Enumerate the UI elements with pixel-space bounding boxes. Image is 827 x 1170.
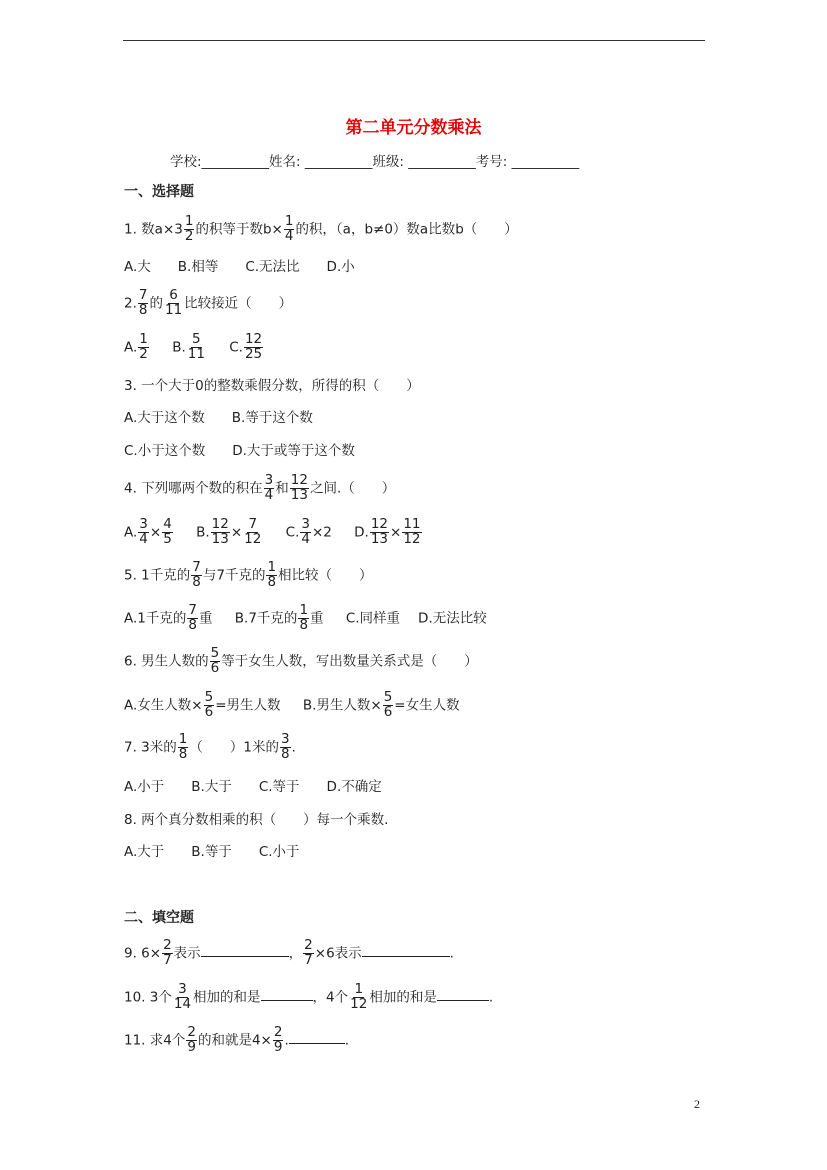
question-5-options: A.1千克的 $\frac{7}{8}$ 重 B.7千克的 $\frac{1}{8}$ 重 C.同样重 D.无法比较 bbox=[124, 602, 487, 633]
fraction-denominator: 7 bbox=[304, 951, 313, 968]
fraction bbox=[164, 289, 183, 318]
fraction-numerator: 5 bbox=[383, 689, 393, 705]
fraction-numerator: 5 bbox=[210, 645, 220, 661]
fraction-denominator: 9 bbox=[273, 1038, 283, 1055]
fraction bbox=[290, 474, 309, 503]
fraction-denominator: 12 bbox=[350, 995, 368, 1012]
fraction-numerator: 12 bbox=[211, 516, 229, 532]
fraction-numerator: 6 bbox=[169, 287, 178, 303]
fraction-numerator: 12 bbox=[244, 331, 263, 347]
fraction bbox=[138, 333, 149, 362]
answer-blank bbox=[362, 944, 450, 957]
question-2: 2. $\frac{7}{8}$ 的 $\frac{6}{11}$ 比较接近（ ） bbox=[124, 287, 293, 318]
fraction-numerator: 1 bbox=[184, 213, 194, 229]
fraction-numerator: 3 bbox=[178, 981, 187, 997]
fraction-numerator: 1 bbox=[284, 213, 294, 229]
fraction bbox=[204, 691, 215, 720]
section-heading-fill: 二、填空题 bbox=[124, 910, 194, 926]
fraction-numerator: 3 bbox=[139, 516, 148, 532]
fraction bbox=[298, 604, 309, 633]
fraction bbox=[370, 518, 389, 547]
fraction-numerator: 2 bbox=[163, 937, 172, 953]
fraction-numerator: 7 bbox=[192, 559, 201, 575]
fraction-denominator: 8 bbox=[267, 573, 277, 590]
fraction-numerator: 2 bbox=[187, 1024, 196, 1040]
page-number: 2 bbox=[694, 1097, 700, 1111]
fraction bbox=[162, 518, 173, 547]
page-title: 第二单元分数乘法 bbox=[345, 118, 482, 138]
answer-blank bbox=[437, 988, 489, 1001]
fraction-denominator: 5 bbox=[163, 530, 172, 547]
question-2-options: A. $\frac{1}{2}$ B. $\frac{5}{11}$ C. $\frac{12}{25}$ bbox=[124, 331, 263, 362]
fraction bbox=[186, 1026, 197, 1055]
fraction bbox=[284, 215, 295, 244]
question-5: 5. 1千克的 $\frac{7}{8}$ 与7千克的 $\frac{1}{8}$ 相比较（ ） bbox=[124, 559, 373, 590]
fraction bbox=[187, 333, 206, 362]
answer-blank bbox=[261, 988, 313, 1001]
question-4: 4. 下列哪两个数的积在 $\frac{3}{4}$ 和 $\frac{12}{13}$ 之间.（ ） bbox=[124, 472, 396, 503]
fraction-denominator: 7 bbox=[163, 951, 172, 968]
fraction-numerator: 3 bbox=[264, 472, 274, 488]
answer-blank bbox=[289, 1031, 345, 1044]
fraction-denominator: 8 bbox=[178, 745, 188, 762]
student-info-line: 学校:__________姓名: __________班级: __________考号: __________ bbox=[170, 154, 580, 170]
fraction bbox=[383, 691, 394, 720]
fraction bbox=[191, 561, 202, 590]
question-1-options: A.大 B.相等 C.无法比 D.小 bbox=[124, 259, 355, 275]
fraction-denominator: 4 bbox=[139, 530, 148, 547]
fraction-numerator: 3 bbox=[301, 516, 310, 532]
fraction-denominator: 8 bbox=[138, 301, 148, 318]
fraction-numerator: 2 bbox=[273, 1024, 283, 1040]
fraction-denominator: 2 bbox=[184, 227, 194, 244]
fraction bbox=[211, 518, 230, 547]
question-4-options: A. $\frac{3}{4}$ × $\frac{4}{5}$ B. $\frac{12}{13}$ × $\frac{7}{12}$ C. $\frac{3}{4}$ ×2 D. $\frac{12}{13}$ × $\frac{11}{12}$ bbox=[124, 516, 421, 547]
fraction-denominator: 13 bbox=[370, 530, 389, 547]
fraction bbox=[173, 983, 192, 1012]
question-3-options-2: C.小于这个数 D.大于或等于这个数 bbox=[124, 443, 355, 459]
question-8: 8. 两个真分数相乘的积（ ）每一个乘数. bbox=[124, 812, 389, 828]
fraction bbox=[266, 561, 277, 590]
fraction-denominator: 4 bbox=[301, 530, 310, 547]
question-6: 6. 男生人数的 $\frac{5}{6}$ 等于女生人数，写出数量关系式是（ ） bbox=[124, 645, 478, 676]
fraction-denominator: 2 bbox=[139, 345, 148, 362]
fraction-numerator: 12 bbox=[370, 516, 389, 532]
fraction-denominator: 6 bbox=[204, 703, 214, 720]
fraction-denominator: 6 bbox=[210, 659, 220, 676]
fraction bbox=[184, 215, 195, 244]
fraction-numerator: 1 bbox=[354, 981, 364, 997]
fraction-denominator: 13 bbox=[290, 486, 308, 503]
question-1: 1. 数a×3 $\frac{1}{2}$ 的积等于数b× $\frac{1}{4}$ 的积，（a，b≠0）数a比数b（ ） bbox=[124, 213, 518, 244]
answer-blank bbox=[201, 944, 289, 957]
question-9: 9. 6× $\frac{2}{7}$ 表示 ， $\frac{2}{7}$ ×6表示 . bbox=[124, 937, 454, 968]
fraction-denominator: 8 bbox=[280, 745, 290, 762]
fraction-numerator: 7 bbox=[188, 602, 197, 618]
fraction bbox=[244, 333, 263, 362]
fraction bbox=[264, 474, 275, 503]
fraction-numerator: 4 bbox=[163, 516, 172, 532]
fraction bbox=[273, 1026, 284, 1055]
fraction-numerator: 2 bbox=[304, 937, 313, 953]
question-10: 10. 3个 $\frac{3}{14}$ 相加的和是 ，4个 $\frac{1}{12}$ 相加的和是 . bbox=[124, 981, 494, 1012]
fraction bbox=[162, 939, 173, 968]
section-heading-choice: 一、选择题 bbox=[124, 184, 194, 200]
fraction-denominator: 4 bbox=[264, 486, 274, 503]
fraction-denominator: 4 bbox=[284, 227, 294, 244]
fraction bbox=[138, 518, 149, 547]
question-8-options: A.大于 B.等于 C.小于 bbox=[124, 844, 300, 860]
question-3: 3. 一个大于0的整数乘假分数，所得的积（ ） bbox=[124, 378, 420, 394]
fraction-denominator: 8 bbox=[188, 616, 197, 633]
fraction-denominator: 11 bbox=[187, 345, 205, 362]
fraction bbox=[300, 518, 311, 547]
fraction-denominator: 13 bbox=[211, 530, 229, 547]
fraction-denominator: 6 bbox=[383, 703, 393, 720]
fraction-numerator: 12 bbox=[290, 472, 308, 488]
fraction-denominator: 8 bbox=[299, 616, 309, 633]
header-rule bbox=[123, 40, 705, 41]
fraction bbox=[243, 518, 262, 547]
fraction-denominator: 14 bbox=[173, 995, 192, 1012]
fraction-numerator: 1 bbox=[267, 559, 277, 575]
question-3-options-1: A.大于这个数 B.等于这个数 bbox=[124, 410, 313, 426]
fraction-denominator: 11 bbox=[164, 301, 183, 318]
fraction-numerator: 3 bbox=[280, 731, 290, 747]
fraction bbox=[280, 733, 291, 762]
question-6-options: A.女生人数× $\frac{5}{6}$ =男生人数 B.男生人数× $\frac{5}{6}$ =女生人数 bbox=[124, 689, 460, 720]
fraction-numerator: 7 bbox=[248, 516, 258, 532]
question-7: 7. 3米的 $\frac{1}{8}$ （ ）1米的 $\frac{3}{8}$ . bbox=[124, 731, 296, 762]
fraction bbox=[178, 733, 189, 762]
fraction-numerator: 1 bbox=[299, 602, 309, 618]
fraction-numerator: 1 bbox=[178, 731, 188, 747]
fraction-denominator: 25 bbox=[244, 345, 263, 362]
fraction-denominator: 12 bbox=[403, 530, 421, 547]
fraction-numerator: 1 bbox=[139, 331, 148, 347]
fraction-numerator: 11 bbox=[403, 516, 421, 532]
fraction-numerator: 5 bbox=[192, 331, 201, 347]
fraction-numerator: 7 bbox=[138, 287, 148, 303]
fraction-numerator: 5 bbox=[204, 689, 214, 705]
fraction bbox=[138, 289, 149, 318]
fraction-denominator: 8 bbox=[192, 573, 201, 590]
question-11: 11. 求4个 $\frac{2}{9}$ 的和就是4× $\frac{2}{9}$ . . bbox=[124, 1024, 350, 1055]
fraction-denominator: 9 bbox=[187, 1038, 196, 1055]
fraction bbox=[210, 647, 221, 676]
question-7-options: A.小于 B.大于 C.等于 D.不确定 bbox=[124, 779, 382, 795]
fraction-denominator: 12 bbox=[244, 530, 262, 547]
fraction bbox=[349, 983, 368, 1012]
fraction bbox=[402, 518, 421, 547]
fraction bbox=[187, 604, 198, 633]
fraction bbox=[303, 939, 314, 968]
